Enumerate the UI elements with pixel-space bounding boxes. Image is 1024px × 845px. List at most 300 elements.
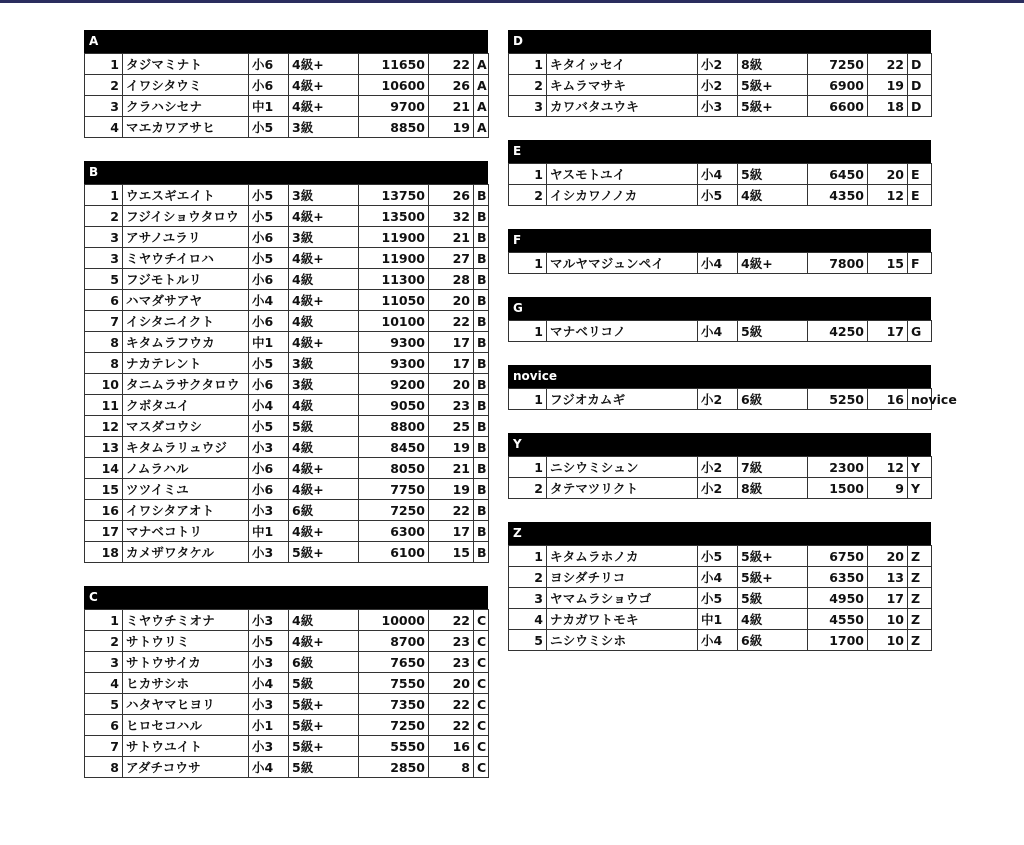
group-cell: B [474,521,489,542]
group-header: B [84,161,488,184]
score-cell: 2850 [359,757,429,778]
level-cell: 4級 [289,269,359,290]
age-cell: 20 [429,290,474,311]
score-cell: 7750 [359,479,429,500]
group-cell: Y [908,457,932,478]
school-grade-cell: 小4 [249,757,289,778]
group-cell: C [474,652,489,673]
level-cell: 4級+ [289,479,359,500]
level-cell: 7級 [738,457,808,478]
level-cell: 4級 [738,185,808,206]
name-cell: マスダコウシ [123,416,249,437]
school-grade-cell: 小4 [698,164,738,185]
score-cell: 4250 [808,321,868,342]
score-cell: 6450 [808,164,868,185]
school-grade-cell: 中1 [249,96,289,117]
table-row [509,75,932,96]
age-cell: 17 [868,588,908,609]
group-cell: B [474,458,489,479]
name-cell: サトウリミ [123,631,249,652]
age-cell: 26 [429,75,474,96]
school-grade-cell: 小5 [698,588,738,609]
level-cell: 4級 [289,610,359,631]
score-cell: 5550 [359,736,429,757]
age-cell: 16 [429,736,474,757]
table-row [85,290,489,311]
age-cell: 22 [868,54,908,75]
school-grade-cell: 小2 [698,389,738,410]
name-cell: キタイッセイ [547,54,698,75]
school-grade-cell: 小6 [249,227,289,248]
group-cell: F [908,253,932,274]
rank-cell: 8 [85,332,123,353]
name-cell: アダチコウサ [123,757,249,778]
table-row [85,458,489,479]
table-row [85,374,489,395]
level-cell: 4級+ [289,206,359,227]
level-cell: 4級+ [289,75,359,96]
name-cell: ヒロセコハル [123,715,249,736]
group-cell: E [908,164,932,185]
table-row [85,631,489,652]
school-grade-cell: 小5 [698,185,738,206]
school-grade-cell: 小5 [249,206,289,227]
level-cell: 5級 [738,164,808,185]
table-row [509,389,932,410]
table-row [85,437,489,458]
school-grade-cell: 小6 [249,374,289,395]
school-grade-cell: 小3 [249,694,289,715]
rank-cell: 5 [85,694,123,715]
rank-cell: 5 [509,630,547,651]
level-cell: 3級 [289,227,359,248]
rank-cell: 2 [509,478,547,499]
group-table [84,184,489,563]
school-grade-cell: 小3 [698,96,738,117]
group-cell: B [474,395,489,416]
level-cell: 4級 [289,395,359,416]
school-grade-cell: 小6 [249,479,289,500]
school-grade-cell: 小4 [249,290,289,311]
school-grade-cell: 小3 [249,500,289,521]
age-cell: 12 [868,457,908,478]
school-grade-cell: 小3 [249,437,289,458]
table-row [509,478,932,499]
school-grade-cell: 小2 [698,478,738,499]
rank-cell: 1 [509,457,547,478]
rank-cell: 3 [509,96,547,117]
age-cell: 22 [429,694,474,715]
score-cell: 6750 [808,546,868,567]
level-cell: 6級 [289,652,359,673]
score-cell: 6300 [359,521,429,542]
rank-cell: 2 [509,185,547,206]
school-grade-cell: 小3 [249,652,289,673]
table-row [85,694,489,715]
school-grade-cell: 小4 [698,630,738,651]
score-cell: 8450 [359,437,429,458]
name-cell: キタムラフウカ [123,332,249,353]
age-cell: 27 [429,248,474,269]
group-cell: B [474,374,489,395]
age-cell: 17 [429,353,474,374]
group-cell: D [908,96,932,117]
rank-cell: 3 [85,248,123,269]
group-cell: Z [908,588,932,609]
school-grade-cell: 中1 [698,609,738,630]
group-table [84,53,489,138]
group-novice [508,365,957,410]
score-cell: 1700 [808,630,868,651]
age-cell: 16 [868,389,908,410]
group-cell: E [908,185,932,206]
name-cell: ミヤウチイロハ [123,248,249,269]
rank-cell: 7 [85,736,123,757]
group-cell: C [474,631,489,652]
school-grade-cell: 小5 [249,416,289,437]
group-cell: Y [908,478,932,499]
level-cell: 5級+ [738,567,808,588]
age-cell: 15 [429,542,474,563]
name-cell: アサノユラリ [123,227,249,248]
group-cell: C [474,715,489,736]
name-cell: ウエスギエイト [123,185,249,206]
score-cell: 7250 [359,715,429,736]
name-cell: ハマダサアヤ [123,290,249,311]
table-row [85,757,489,778]
school-grade-cell: 小4 [249,673,289,694]
name-cell: ニシウミシュン [547,457,698,478]
score-cell: 7650 [359,652,429,673]
table-row [85,353,489,374]
score-cell: 5250 [808,389,868,410]
group-cell: B [474,500,489,521]
rank-cell: 2 [85,75,123,96]
score-cell: 8850 [359,117,429,138]
school-grade-cell: 小4 [249,395,289,416]
name-cell: サトウユイト [123,736,249,757]
rank-cell: 3 [85,96,123,117]
score-cell: 9050 [359,395,429,416]
group-cell: B [474,248,489,269]
rank-cell: 15 [85,479,123,500]
group-header: Z [508,522,931,545]
table-row [509,546,932,567]
level-cell: 8級 [738,478,808,499]
school-grade-cell: 小6 [249,75,289,96]
table-row [85,332,489,353]
rank-cell: 8 [85,353,123,374]
rank-cell: 4 [85,673,123,694]
table-row [85,185,489,206]
age-cell: 15 [868,253,908,274]
table-row [85,54,489,75]
age-cell: 20 [868,164,908,185]
name-cell: ハタヤマヒヨリ [123,694,249,715]
school-grade-cell: 小3 [249,736,289,757]
school-grade-cell: 小6 [249,458,289,479]
table-row [85,521,489,542]
level-cell: 6級 [738,389,808,410]
age-cell: 17 [429,332,474,353]
rank-cell: 4 [85,117,123,138]
table-row [85,117,489,138]
group-Z [508,522,931,651]
rank-cell: 17 [85,521,123,542]
level-cell: 4級+ [289,458,359,479]
rank-cell: 3 [85,227,123,248]
name-cell: ヤスモトユイ [547,164,698,185]
age-cell: 13 [868,567,908,588]
group-cell: B [474,227,489,248]
table-row [509,609,932,630]
score-cell: 1500 [808,478,868,499]
group-cell: Z [908,567,932,588]
rank-cell: 1 [85,185,123,206]
group-cell: A [474,54,489,75]
name-cell: イシカワノノカ [547,185,698,206]
group-header: F [508,229,931,252]
age-cell: 20 [429,673,474,694]
school-grade-cell: 小2 [698,75,738,96]
table-row [509,457,932,478]
school-grade-cell: 小5 [249,185,289,206]
score-cell: 2300 [808,457,868,478]
score-cell: 9700 [359,96,429,117]
name-cell: キタムラホノカ [547,546,698,567]
name-cell: マナベリコノ [547,321,698,342]
group-F [508,229,931,274]
level-cell: 4級+ [289,54,359,75]
rank-cell: 3 [85,652,123,673]
level-cell: 4級 [738,609,808,630]
school-grade-cell: 小3 [249,542,289,563]
age-cell: 21 [429,227,474,248]
rank-cell: 10 [85,374,123,395]
score-cell: 9300 [359,332,429,353]
group-cell: Z [908,609,932,630]
school-grade-cell: 小2 [698,54,738,75]
level-cell: 4級+ [289,290,359,311]
level-cell: 5級+ [738,96,808,117]
school-grade-cell: 小4 [698,321,738,342]
rank-cell: 3 [509,588,547,609]
age-cell: 17 [429,521,474,542]
level-cell: 4級 [289,437,359,458]
table-row [85,652,489,673]
rank-cell: 1 [85,54,123,75]
group-table [84,609,489,778]
name-cell: サトウサイカ [123,652,249,673]
age-cell: 22 [429,610,474,631]
level-cell: 5級+ [738,546,808,567]
table-row [85,96,489,117]
table-row [509,164,932,185]
age-cell: 21 [429,96,474,117]
level-cell: 4級+ [289,631,359,652]
rank-cell: 1 [509,253,547,274]
table-row [85,715,489,736]
school-grade-cell: 小6 [249,269,289,290]
name-cell: ナカテレント [123,353,249,374]
table-row [85,269,489,290]
group-cell: C [474,610,489,631]
name-cell: マルヤマジュンペイ [547,253,698,274]
group-table [508,388,957,410]
table-row [85,311,489,332]
table-row [509,253,932,274]
group-C [84,586,488,778]
rank-cell: 16 [85,500,123,521]
name-cell: マエカワアサヒ [123,117,249,138]
score-cell: 4350 [808,185,868,206]
level-cell: 5級 [289,757,359,778]
left-column [84,30,488,801]
table-row [85,248,489,269]
name-cell: イワシタウミ [123,75,249,96]
table-row [85,673,489,694]
top-border [0,0,1024,3]
score-cell: 8050 [359,458,429,479]
group-header: novice [508,365,931,388]
age-cell: 20 [429,374,474,395]
group-cell: novice [908,389,932,410]
rank-cell: 1 [509,389,547,410]
group-cell: B [474,332,489,353]
table-row [509,630,932,651]
age-cell: 9 [868,478,908,499]
group-cell: G [908,321,932,342]
score-cell: 11900 [359,227,429,248]
level-cell: 5級 [738,321,808,342]
score-cell: 11300 [359,269,429,290]
school-grade-cell: 小5 [249,353,289,374]
score-cell: 6350 [808,567,868,588]
school-grade-cell: 小3 [249,610,289,631]
age-cell: 10 [868,630,908,651]
school-grade-cell: 小5 [249,248,289,269]
table-row [509,321,932,342]
age-cell: 10 [868,609,908,630]
table-row [85,395,489,416]
level-cell: 5級+ [289,736,359,757]
rank-cell: 8 [85,757,123,778]
score-cell: 7550 [359,673,429,694]
age-cell: 23 [429,395,474,416]
score-cell: 6900 [808,75,868,96]
name-cell: キムラマサキ [547,75,698,96]
rank-cell: 7 [85,311,123,332]
name-cell: ヨシダチリコ [547,567,698,588]
age-cell: 17 [868,321,908,342]
level-cell: 8級 [738,54,808,75]
school-grade-cell: 小1 [249,715,289,736]
age-cell: 19 [868,75,908,96]
level-cell: 3級 [289,374,359,395]
table-row [85,227,489,248]
score-cell: 9300 [359,353,429,374]
level-cell: 4級+ [289,248,359,269]
school-grade-cell: 小5 [249,117,289,138]
group-cell: A [474,96,489,117]
name-cell: タニムラサクタロウ [123,374,249,395]
age-cell: 22 [429,715,474,736]
group-cell: B [474,185,489,206]
score-cell: 6600 [808,96,868,117]
name-cell: キタムラリュウジ [123,437,249,458]
name-cell: タテマツリクト [547,478,698,499]
group-cell: C [474,694,489,715]
score-cell: 7250 [359,500,429,521]
name-cell: ノムラハル [123,458,249,479]
name-cell: マナベコトリ [123,521,249,542]
group-cell: A [474,117,489,138]
rank-cell: 14 [85,458,123,479]
score-cell: 10100 [359,311,429,332]
rank-cell: 1 [85,610,123,631]
group-cell: B [474,437,489,458]
rank-cell: 2 [509,75,547,96]
group-cell: B [474,290,489,311]
age-cell: 19 [429,437,474,458]
rank-cell: 6 [85,290,123,311]
name-cell: ナカガワトモキ [547,609,698,630]
score-cell: 13500 [359,206,429,227]
group-cell: Z [908,546,932,567]
rank-cell: 13 [85,437,123,458]
age-cell: 12 [868,185,908,206]
level-cell: 4級+ [738,253,808,274]
score-cell: 9200 [359,374,429,395]
age-cell: 23 [429,652,474,673]
right-column [508,30,957,674]
age-cell: 25 [429,416,474,437]
rank-cell: 2 [509,567,547,588]
rank-cell: 6 [85,715,123,736]
rank-cell: 2 [85,206,123,227]
level-cell: 3級 [289,185,359,206]
table-row [509,567,932,588]
group-A [84,30,488,138]
rank-cell: 1 [509,164,547,185]
school-grade-cell: 中1 [249,332,289,353]
group-cell: C [474,736,489,757]
score-cell: 7350 [359,694,429,715]
age-cell: 18 [868,96,908,117]
level-cell: 6級 [289,500,359,521]
table-row [85,736,489,757]
group-cell: B [474,269,489,290]
group-Y [508,433,931,499]
group-E [508,140,931,206]
name-cell: クラハシセナ [123,96,249,117]
school-grade-cell: 中1 [249,521,289,542]
level-cell: 4級+ [289,332,359,353]
group-cell: D [908,75,932,96]
name-cell: ヒカサシホ [123,673,249,694]
score-cell: 13750 [359,185,429,206]
level-cell: 5級+ [738,75,808,96]
level-cell: 6級 [738,630,808,651]
group-table [508,545,932,651]
table-row [85,479,489,500]
table-row [85,500,489,521]
score-cell: 8800 [359,416,429,437]
group-cell: D [908,54,932,75]
level-cell: 3級 [289,353,359,374]
level-cell: 5級+ [289,694,359,715]
table-row [85,542,489,563]
